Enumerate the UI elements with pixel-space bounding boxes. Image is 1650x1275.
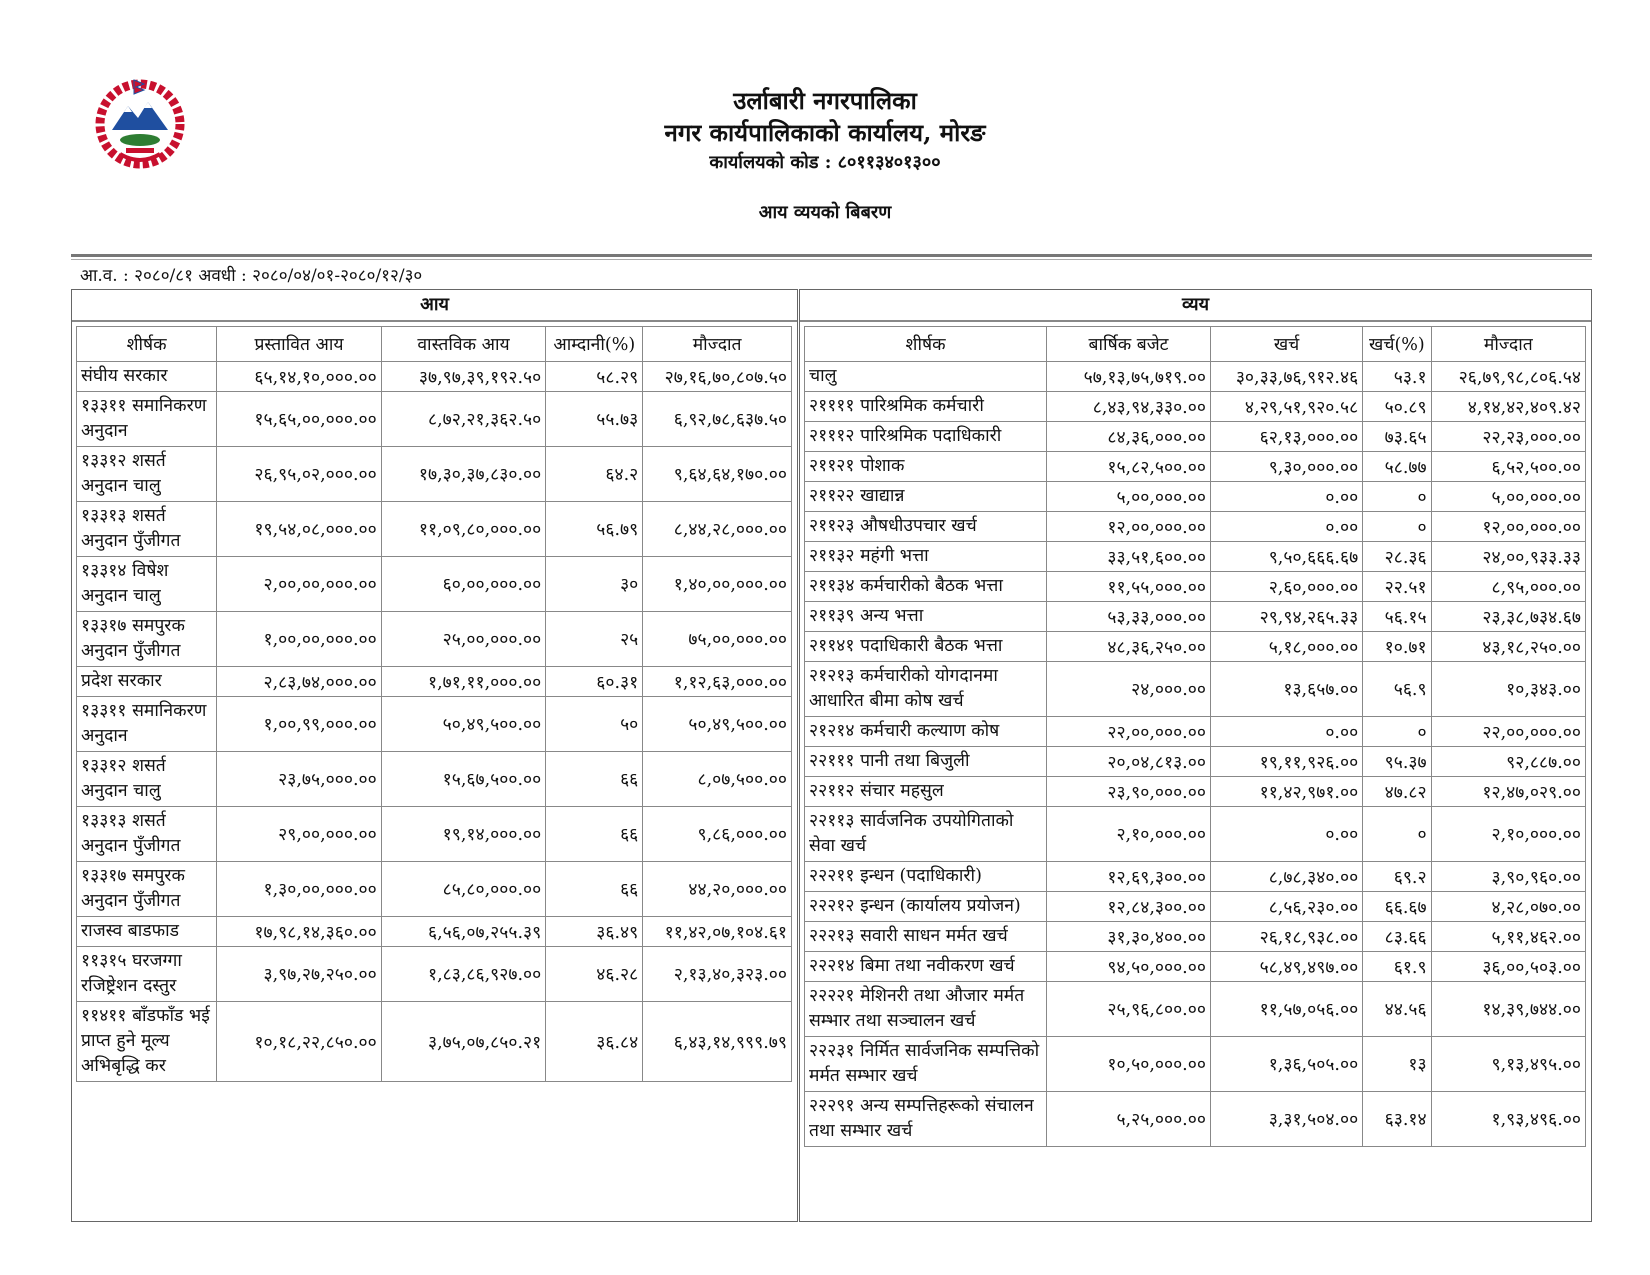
office-name: नगर कार्यपालिकाको कार्यालय, मोरङ (664, 118, 986, 147)
expense-amount: ०.०० (1210, 512, 1362, 542)
income-percent: ६०.३१ (546, 667, 643, 697)
row-title: १३३१३ शसर्त अनुदान पुँजीगत (77, 502, 217, 557)
expense-percent: ५६.९ (1363, 662, 1431, 717)
expense-header-row (805, 327, 1586, 362)
actual-income: ३,७५,०७,८५०.२१ (381, 1002, 546, 1082)
income-percent: ६६ (546, 752, 643, 807)
table-row (77, 447, 792, 502)
annual-budget: ९४,५०,०००.०० (1047, 952, 1211, 982)
expense-percent: ६१.९ (1363, 952, 1431, 982)
expense-amount: ५,१८,०००.०० (1210, 632, 1362, 662)
annual-budget: १२,६९,३००.०० (1047, 862, 1211, 892)
balance: ३६,००,५०३.०० (1431, 952, 1585, 982)
table-row (805, 602, 1586, 632)
table-row (77, 697, 792, 752)
balance: ८,९५,०००.०० (1431, 572, 1585, 602)
row-title: २२११२ संचार महसुल (805, 777, 1047, 807)
balance: १०,३४३.०० (1431, 662, 1585, 717)
row-title: २२११३ सार्वजनिक उपयोगिताको सेवा खर्च (805, 807, 1047, 862)
annual-budget: ८४,३६,०००.०० (1047, 422, 1211, 452)
row-title: २११११ पारिश्रमिक कर्मचारी (805, 392, 1047, 422)
column-header: वास्तविक आय (381, 327, 546, 362)
column-header: शीर्षक (805, 327, 1047, 362)
row-title: २२२१४ बिमा तथा नवीकरण खर्च (805, 952, 1047, 982)
expense-amount: ०.०० (1210, 807, 1362, 862)
expense-percent: ५३.१ (1363, 362, 1431, 392)
column-header: प्रस्तावित आय (217, 327, 382, 362)
actual-income: १५,६७,५००.०० (381, 752, 546, 807)
income-panel (71, 289, 798, 1222)
expense-table (804, 326, 1586, 1147)
annual-budget: १५,८२,५००.०० (1047, 452, 1211, 482)
expense-percent: ७३.६५ (1363, 422, 1431, 452)
expense-panel (799, 289, 1592, 1222)
expense-amount: ९,५०,६६६.६७ (1210, 542, 1362, 572)
balance: १२,००,०००.०० (1431, 512, 1585, 542)
annual-budget: १२,००,०००.०० (1047, 512, 1211, 542)
income-percent: ५० (546, 697, 643, 752)
row-title: १३३१२ शसर्त अनुदान चालु (77, 752, 217, 807)
table-row (77, 362, 792, 392)
expense-amount: १,३६,५०५.०० (1210, 1037, 1362, 1092)
balance: २६,७९,९८,८०६.५४ (1431, 362, 1585, 392)
expense-percent: ५६.१५ (1363, 602, 1431, 632)
row-title: २२२३१ निर्मित सार्वजनिक सम्पत्तिको मर्मत सम्भार खर्च (805, 1037, 1047, 1092)
balance: ९,६४,६४,१७०.०० (643, 447, 792, 502)
row-title: १३३१४ विषेश अनुदान चालु (77, 557, 217, 612)
balance: ५,००,०००.०० (1431, 482, 1585, 512)
row-title: १३३१२ शसर्त अनुदान चालु (77, 447, 217, 502)
balance: ८,४४,२८,०००.०० (643, 502, 792, 557)
balance: २३,३८,७३४.६७ (1431, 602, 1585, 632)
balance: ६,९२,७८,६३७.५० (643, 392, 792, 447)
table-row (805, 572, 1586, 602)
row-title: १३३१३ शसर्त अनुदान पुँजीगत (77, 807, 217, 862)
income-percent: ३६.४९ (546, 917, 643, 947)
balance: ४,१४,४२,४०९.४२ (1431, 392, 1585, 422)
row-title: ११३१५ घरजग्गा रजिष्ट्रेशन दस्तुर (77, 947, 217, 1002)
income-percent: ४६.२८ (546, 947, 643, 1002)
row-title: २११२२ खाद्यान्न (805, 482, 1047, 512)
balance: ३,९०,९६०.०० (1431, 862, 1585, 892)
income-percent: ६६ (546, 807, 643, 862)
table-row (805, 1092, 1586, 1147)
row-title: १३३११ समानिकरण अनुदान (77, 697, 217, 752)
balance: १,९३,४९६.०० (1431, 1092, 1585, 1147)
expense-amount: ६२,१३,०००.०० (1210, 422, 1362, 452)
expense-amount: २६,१८,९३८.०० (1210, 922, 1362, 952)
table-row (77, 947, 792, 1002)
table-row (77, 1002, 792, 1082)
balance: ५,११,४६२.०० (1431, 922, 1585, 952)
table-row (805, 952, 1586, 982)
annual-budget: ८,४३,९४,३३०.०० (1047, 392, 1211, 422)
table-row (805, 452, 1586, 482)
annual-budget: ५३,३३,०००.०० (1047, 602, 1211, 632)
expense-percent: २२.५१ (1363, 572, 1431, 602)
expense-amount: १९,११,९२६.०० (1210, 747, 1362, 777)
balance: ७५,००,०००.०० (643, 612, 792, 667)
balance: ४,२८,०७०.०० (1431, 892, 1585, 922)
row-title: २१११२ पारिश्रमिक पदाधिकारी (805, 422, 1047, 452)
balance: २२,२३,०००.०० (1431, 422, 1585, 452)
expense-percent: ० (1363, 482, 1431, 512)
table-row (77, 392, 792, 447)
balance: ९२,८८७.०० (1431, 747, 1585, 777)
actual-income: ११,०९,८०,०००.०० (381, 502, 546, 557)
expense-amount: ३,३१,५०४.०० (1210, 1092, 1362, 1147)
proposed-income: २३,७५,०००.०० (217, 752, 382, 807)
annual-budget: ५,००,०००.०० (1047, 482, 1211, 512)
expense-percent: ५८.७७ (1363, 452, 1431, 482)
column-header: आम्दानी(%) (546, 327, 643, 362)
expense-amount: ११,४२,९७१.०० (1210, 777, 1362, 807)
proposed-income: २९,००,०००.०० (217, 807, 382, 862)
organization-name: उर्लाबारी नगरपालिका (733, 86, 917, 115)
row-title: २१२१४ कर्मचारी कल्याण कोष (805, 717, 1047, 747)
actual-income: १७,३०,३७,८३०.०० (381, 447, 546, 502)
expense-amount: ०.०० (1210, 482, 1362, 512)
annual-budget: १२,८४,३००.०० (1047, 892, 1211, 922)
expense-percent: ४७.८२ (1363, 777, 1431, 807)
income-header-row (77, 327, 792, 362)
fiscal-period: आ.व. : २०८०/८१ अवधी : २०८०/०४/०१-२०८०/१२/३० (80, 266, 423, 286)
income-percent: ३० (546, 557, 643, 612)
table-row (805, 392, 1586, 422)
income-panel-title: आय (72, 290, 797, 322)
table-row (77, 807, 792, 862)
row-title: २११३४ कर्मचारीको बैठक भत्ता (805, 572, 1047, 602)
proposed-income: १७,९८,१४,३६०.०० (217, 917, 382, 947)
expense-amount: ०.०० (1210, 717, 1362, 747)
header-divider (71, 254, 1592, 260)
proposed-income: ३,९७,२७,२५०.०० (217, 947, 382, 1002)
column-header: बार्षिक बजेट (1047, 327, 1211, 362)
annual-budget: ५७,१३,७५,७१९.०० (1047, 362, 1211, 392)
balance: १,१२,६३,०००.०० (643, 667, 792, 697)
actual-income: ६,५६,०७,२५५.३९ (381, 917, 546, 947)
annual-budget: २५,९६,८००.०० (1047, 982, 1211, 1037)
balance: ४३,१८,२५०.०० (1431, 632, 1585, 662)
proposed-income: १९,५४,०८,०००.०० (217, 502, 382, 557)
table-row (77, 667, 792, 697)
row-title: १३३११ समानिकरण अनुदान (77, 392, 217, 447)
expense-amount: ९,३०,०००.०० (1210, 452, 1362, 482)
expense-percent: ८३.६६ (1363, 922, 1431, 952)
expense-percent: ६६.६७ (1363, 892, 1431, 922)
income-percent: ६४.२ (546, 447, 643, 502)
expense-percent: १३ (1363, 1037, 1431, 1092)
expense-amount: २,६०,०००.०० (1210, 572, 1362, 602)
row-title: २२२२१ मेशिनरी तथा औजार मर्मत सम्भार तथा सञ्चालन खर्च (805, 982, 1047, 1037)
row-title: २११४१ पदाधिकारी बैठक भत्ता (805, 632, 1047, 662)
proposed-income: १०,१८,२२,८५०.०० (217, 1002, 382, 1082)
row-title: राजस्व बाडफाड (77, 917, 217, 947)
expense-percent: ९५.३७ (1363, 747, 1431, 777)
actual-income: ६०,००,०००.०० (381, 557, 546, 612)
row-title: २२२९१ अन्य सम्पत्तिहरूको संचालन तथा सम्भार खर्च (805, 1092, 1047, 1147)
annual-budget: १०,५०,०००.०० (1047, 1037, 1211, 1092)
proposed-income: १५,६५,००,०००.०० (217, 392, 382, 447)
row-title: २२१११ पानी तथा बिजुली (805, 747, 1047, 777)
actual-income: १,७१,११,०००.०० (381, 667, 546, 697)
expense-percent: ५०.८९ (1363, 392, 1431, 422)
table-row (77, 917, 792, 947)
row-title: चालु (805, 362, 1047, 392)
actual-income: ३७,९७,३९,१९२.५० (381, 362, 546, 392)
expense-percent: ० (1363, 512, 1431, 542)
balance: २,१०,०००.०० (1431, 807, 1585, 862)
table-row (805, 862, 1586, 892)
column-header: शीर्षक (77, 327, 217, 362)
actual-income: २५,००,०००.०० (381, 612, 546, 667)
row-title: २२२११ इन्धन (पदाधिकारी) (805, 862, 1047, 892)
row-title: २११३९ अन्य भत्ता (805, 602, 1047, 632)
expense-panel-title: व्यय (800, 290, 1591, 322)
annual-budget: २,१०,०००.०० (1047, 807, 1211, 862)
row-title: प्रदेश सरकार (77, 667, 217, 697)
balance: २७,१६,७०,८०७.५० (643, 362, 792, 392)
expense-percent: ० (1363, 717, 1431, 747)
table-row (805, 422, 1586, 452)
table-row (805, 747, 1586, 777)
row-title: संघीय सरकार (77, 362, 217, 392)
table-row (805, 717, 1586, 747)
expense-percent: २८.३६ (1363, 542, 1431, 572)
income-table (76, 326, 792, 1082)
income-percent: ५८.२९ (546, 362, 643, 392)
row-title: २११३२ महंगी भत्ता (805, 542, 1047, 572)
balance: १२,४७,०२९.०० (1431, 777, 1585, 807)
actual-income: १,८३,८६,९२७.०० (381, 947, 546, 1002)
table-row (77, 502, 792, 557)
table-row (805, 892, 1586, 922)
income-percent: २५ (546, 612, 643, 667)
office-code: कार्यालयको कोड : ८०११३४०१३०० (709, 152, 941, 173)
expense-amount: ११,५७,०५६.०० (1210, 982, 1362, 1037)
expense-amount: ४,२९,५१,९२०.५८ (1210, 392, 1362, 422)
expense-percent: १०.७१ (1363, 632, 1431, 662)
table-row (805, 542, 1586, 572)
balance: २४,००,९३३.३३ (1431, 542, 1585, 572)
balance: ९,१३,४९५.०० (1431, 1037, 1585, 1092)
table-row (805, 922, 1586, 952)
annual-budget: ११,५५,०००.०० (1047, 572, 1211, 602)
table-row (77, 862, 792, 917)
table-row (805, 982, 1586, 1037)
proposed-income: २६,९५,०२,०००.०० (217, 447, 382, 502)
actual-income: ८५,८०,०००.०० (381, 862, 546, 917)
column-header: मौज्दात (643, 327, 792, 362)
annual-budget: २०,०४,८१३.०० (1047, 747, 1211, 777)
table-row (805, 362, 1586, 392)
balance: ६,४३,१४,९९९.७९ (643, 1002, 792, 1082)
column-header: मौज्दात (1431, 327, 1585, 362)
proposed-income: १,००,००,०००.०० (217, 612, 382, 667)
proposed-income: २,८३,७४,०००.०० (217, 667, 382, 697)
balance: ११,४२,०७,१०४.६१ (643, 917, 792, 947)
balance: ४४,२०,०००.०० (643, 862, 792, 917)
annual-budget: ३१,३०,४००.०० (1047, 922, 1211, 952)
expense-percent: ६३.१४ (1363, 1092, 1431, 1147)
table-row (805, 482, 1586, 512)
expense-amount: ३०,३३,७६,९१२.४६ (1210, 362, 1362, 392)
balance: ५०,४९,५००.०० (643, 697, 792, 752)
column-header: खर्च(%) (1363, 327, 1431, 362)
expense-amount: २९,९४,२६५.३३ (1210, 602, 1362, 632)
actual-income: ५०,४९,५००.०० (381, 697, 546, 752)
balance: २२,००,०००.०० (1431, 717, 1585, 747)
balance: १४,३९,७४४.०० (1431, 982, 1585, 1037)
table-row (805, 662, 1586, 717)
proposed-income: २,००,००,०००.०० (217, 557, 382, 612)
expense-amount: ८,५६,२३०.०० (1210, 892, 1362, 922)
table-row (77, 612, 792, 667)
expense-amount: ५८,४९,४९७.०० (1210, 952, 1362, 982)
balance: २,१३,४०,३२३.०० (643, 947, 792, 1002)
table-row (77, 557, 792, 612)
row-title: २११२१ पोशाक (805, 452, 1047, 482)
balance: ९,८६,०००.०० (643, 807, 792, 862)
expense-percent: ६९.२ (1363, 862, 1431, 892)
income-percent: ३६.८४ (546, 1002, 643, 1082)
proposed-income: १,३०,००,०००.०० (217, 862, 382, 917)
row-title: १३३१७ समपुरक अनुदान पुँजीगत (77, 612, 217, 667)
balance: ६,५२,५००.०० (1431, 452, 1585, 482)
income-percent: ५५.७३ (546, 392, 643, 447)
table-row (805, 512, 1586, 542)
table-row (805, 1037, 1586, 1092)
annual-budget: २२,००,०००.०० (1047, 717, 1211, 747)
income-percent: ५६.७९ (546, 502, 643, 557)
table-row (805, 807, 1586, 862)
actual-income: ८,७२,२१,३६२.५० (381, 392, 546, 447)
expense-amount: १३,६५७.०० (1210, 662, 1362, 717)
report-title: आय व्ययको बिबरण (758, 202, 892, 223)
table-row (805, 632, 1586, 662)
row-title: २२२१३ सवारी साधन मर्मत खर्च (805, 922, 1047, 952)
expense-amount: ८,७८,३४०.०० (1210, 862, 1362, 892)
annual-budget: २४,०००.०० (1047, 662, 1211, 717)
expense-percent: ० (1363, 807, 1431, 862)
proposed-income: १,००,९९,०००.०० (217, 697, 382, 752)
row-title: २१२१३ कर्मचारीको योगदानमा आधारित बीमा कोष खर्च (805, 662, 1047, 717)
column-header: खर्च (1210, 327, 1362, 362)
proposed-income: ६५,१४,१०,०००.०० (217, 362, 382, 392)
annual-budget: ५,२५,०००.०० (1047, 1092, 1211, 1147)
balance: १,४०,००,०००.०० (643, 557, 792, 612)
row-title: ११४११ बाँडफाँड भई प्राप्त हुने मूल्य अभिबृद्धि कर (77, 1002, 217, 1082)
income-percent: ६६ (546, 862, 643, 917)
row-title: २११२३ औषधीउपचार खर्च (805, 512, 1047, 542)
annual-budget: २३,९०,०००.०० (1047, 777, 1211, 807)
row-title: १३३१७ समपुरक अनुदान पुँजीगत (77, 862, 217, 917)
table-row (805, 777, 1586, 807)
expense-percent: ४४.५६ (1363, 982, 1431, 1037)
balance: ८,०७,५००.०० (643, 752, 792, 807)
row-title: २२२१२ इन्धन (कार्यालय प्रयोजन) (805, 892, 1047, 922)
table-row (77, 752, 792, 807)
annual-budget: ४८,३६,२५०.०० (1047, 632, 1211, 662)
actual-income: १९,१४,०००.०० (381, 807, 546, 862)
annual-budget: ३३,५१,६००.०० (1047, 542, 1211, 572)
